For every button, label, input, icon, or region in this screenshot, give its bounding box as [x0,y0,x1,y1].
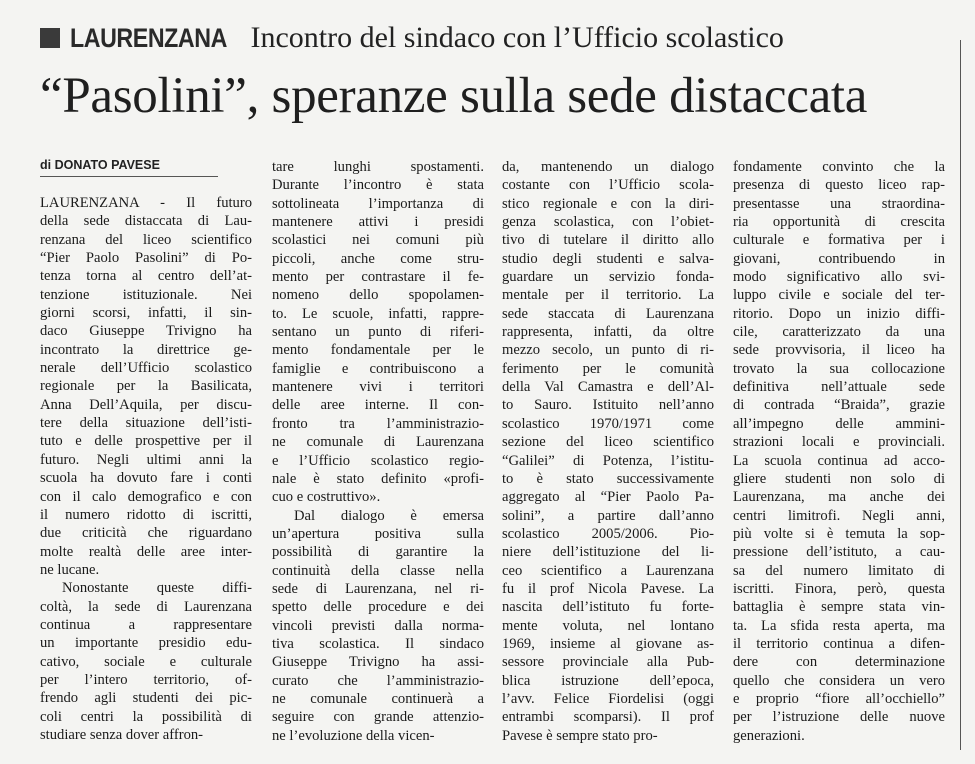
article-line: Dal dialogo è emersa [294,507,485,524]
article-line: l’avv. Felice Fiordelisi (oggi [502,690,714,707]
article-column-2 [272,158,484,745]
article-line: sezione del liceo scientifico [502,434,714,451]
article-line: strazioni locali e provinciali. [733,434,945,451]
article-line: studio degli studenti e salva- [502,250,714,267]
article-line: centri limitrofi. Negli anni, [733,507,945,524]
article-line: fu il prof Nicola Pavese. La [502,580,714,597]
article-line: cativo, sociale e culturale [40,653,252,670]
article-line: battaglia è sempre stata vin- [733,599,945,616]
article-line: incontrato la direttrice ge- [40,341,253,358]
article-line: sa del numero limitato di [733,562,945,579]
article-line: molte realtà delle aree inter- [40,543,252,560]
article-line: definitiva nell’attuale sede [733,379,945,396]
article-line: per l’istruzione delle nuove [733,709,945,726]
article-line: con il calo demografico e con [40,488,252,505]
article-line: scolastici nei comuni più [272,232,484,249]
article-line: studiare senza dover affron- [40,726,204,743]
article-line: piccoli, anche come stru- [272,250,484,267]
article-line: giovani, contribuendo in [733,250,945,267]
article-line: Anna Dell’Aquila, per discu- [40,396,252,413]
article-line: seguire con grande attenzio- [272,709,484,726]
article-line: LAURENZANA - Il futuro [40,195,253,211]
article-line: genza scolastica, con l’obiet- [502,214,715,231]
article-line: generazioni. [733,727,805,744]
article-line: e l’Ufficio scolastico regio- [272,452,484,469]
article-line: ne comunale di Laurenzana [272,434,485,451]
column-rule [960,40,961,750]
article-line: tare lunghi spostamenti. [272,159,484,175]
article-line: mento fondamentale per le [272,342,484,359]
article-line: frendo agli studenti dei pic- [40,690,253,707]
article-line: presenza di questo liceo rap- [733,177,945,194]
article-line: ceo scientifico a Laurenzana [502,562,714,579]
article-line: possibilità di garantire la [272,544,485,561]
article-column-3 [502,158,714,745]
article-line: vincoli previsti dalla norma- [272,617,484,634]
article-line: continuità della classe nella [272,562,484,579]
article-line: pressione dell’istituto, a cau- [733,544,946,561]
article-line: iscritti. Finora, però, questa [733,580,946,597]
article-line: ritorio. Dopo un inizio diffi- [733,305,945,322]
article-line: il territorio continua a difen- [733,635,945,652]
section-header [40,18,784,58]
section-square-icon [40,28,60,48]
article-line: to. Le scuole, infatti, rappre- [272,305,484,322]
article-line: Durante l’incontro è stata [272,177,484,194]
article-line: sede di Laurenzana, nel ri- [272,580,484,597]
article-line: culturale e formativa per i [733,232,945,249]
article-line: un’apertura positiva sulla [272,525,485,542]
article-line: scolastico 1970/1971 come [502,415,714,432]
article-line: nascita dell’istituto fu forte- [502,599,714,616]
article-line: to è stato successivamente [502,470,715,487]
article-line: cuo e costruttivo». [272,489,381,506]
article-line: aggregato al “Pier Paolo Pa- [502,489,714,506]
article-line: delle aree interne. Il con- [272,397,484,414]
article-line: renzana del liceo scientifico [40,231,252,248]
article-line: ferimento per le comunità [502,360,714,377]
article-line: mento per contrastare il fe- [272,269,484,286]
article-line: mente voluta, nel lontano [502,617,714,634]
article-line: blica istruzione dell’epoca, [502,672,715,689]
article-line: sede provvisoria, il liceo ha [733,342,946,359]
article-line: modo significativo allo svi- [733,269,946,286]
article-headline: “Pasolini”, speranze sulla sede distaccata [40,68,868,124]
article-line: Nonostante queste diffi- [62,580,252,597]
article-line: all’impegno delle ammini- [733,415,946,432]
article-line: regionale per la Basilicata, [40,378,252,395]
article-line: nomeno dello spopolamen- [272,287,484,304]
article-line: tenzione istituzionale. Nei [40,286,252,303]
article-line: cile, caratterizzato da una [733,324,945,341]
article-line: per l’intero territorio, of- [40,671,252,688]
article-line: trovato la sua collocazione [733,360,945,377]
article-line: dere con determinazione [733,654,945,671]
article-column-1 [40,194,252,744]
article-line: mentale per il territorio. La [502,287,714,304]
byline-block [40,156,218,177]
article-line: tere della situazione dell’isti- [40,415,252,432]
article-line: fronto tra l’amministrazio- [272,415,484,432]
article-line: presentasse una straordina- [733,195,945,212]
article-line: della Val Camastra e dell’Al- [502,379,715,396]
article-line: giorni scorsi, infatti, il sin- [40,305,253,322]
article-line: due criticità che riguardano [40,525,253,542]
article-line: curato che l’amministrazio- [272,672,484,689]
article-line: gliere studenti non solo di [733,470,945,487]
article-line: “Galilei” di Potenza, l’istitu- [502,452,714,469]
article-line: fondamente convinto che la [733,159,945,175]
article-line: nerale dell’Ufficio scolastico [40,360,252,377]
article-line: tiva scolastica. Il sindaco [272,635,485,652]
article-line: Pavese è sempre stato pro- [502,727,658,744]
article-line: da, mantenendo un dialogo [502,159,714,175]
article-line: il numero ridotto di iscritti, [40,506,253,523]
article-line: costante con l’Ufficio scola- [502,177,714,194]
article-line: “Pier Paolo Pasolini” di Po- [40,250,252,267]
article-column-4 [733,158,945,745]
article-line: luppo civile e sociale del ter- [733,287,945,304]
article-line: futuro. Negli ultimi anni la [40,451,253,468]
article-line: famiglie e contribuiscono a [272,360,485,377]
article-line: rappresenta, infatti, da oltre [502,324,714,341]
article-line: della sede distaccata di Lau- [40,213,252,230]
article-line: spetto delle procedure e dei [272,599,484,616]
article-line: tenza torna al centro dell’at- [40,268,253,285]
article-line: ne l’evoluzione della vicen- [272,727,435,744]
article-line: La scuola continua ad acco- [733,452,946,469]
article-line: ria opportunità di crescita [733,214,945,231]
article-line: ta. La sfida resta aperta, ma [733,617,946,634]
article-line: ne comunale continuerà a [272,690,485,707]
article-line: mantenere vivi i territori [272,379,484,396]
article-line: niere dell’istituzione del li- [502,544,715,561]
section-name: LAURENZANA [70,22,227,53]
byline: di DONATO PAVESE [40,158,160,172]
article-line: scuola ha dovuto fare i conti [40,470,252,487]
article-line: nale è stato definito «profi- [272,470,485,487]
article-line: mezzo secolo, un punto di ri- [502,342,715,359]
article-line: Giuseppe Trivigno ha assi- [272,654,484,671]
article-line: entrambi scomparsi). Il prof [502,709,714,726]
article-line: sede staccata di Laurenzana [502,305,714,322]
article-line: coltà, la sede di Laurenzana [40,598,252,615]
article-line: guardare un servizio fonda- [502,269,714,286]
article-line: sottolineata l’importanza di [272,195,485,212]
article-line: un importante presidio edu- [40,635,252,652]
article-line: Laurenzana, ma anche dei [733,489,945,506]
section-subtitle: Incontro del sindaco con l’Ufficio scolastico [250,21,784,54]
article-line: continua a rappresentare [40,616,252,633]
article-line: solini”, a partire dall’anno [502,507,714,524]
article-line: tuto e delle prospettive per il [40,433,253,450]
article-line: daco Giuseppe Trivigno ha [40,323,252,340]
article-line: stico regionale e con la diri- [502,195,715,212]
article-line: sessore provinciale alla Pub- [502,654,715,671]
article-line: scolastico 2005/2006. Pio- [502,525,714,542]
article-line: mantenere attivi i presidi [272,214,484,231]
article-line: tivo di tutelare il diritto allo [502,232,715,249]
article-line: sentano un punto di riferi- [272,324,484,341]
article-line: to Sauro. Istituito nell’anno [502,397,714,414]
article-line: ne lucane. [40,561,100,578]
article-line: quello che considera un vero [733,672,946,689]
article-line: più volte si è temuta la sop- [733,525,946,542]
article-line: e proprio “fiore all’occhiello” [733,690,945,707]
article-line: coli centri la possibilità di [40,708,252,725]
article-line: di contrada “Braida”, grazie [733,397,945,414]
article-line: 1969, insieme al giovane as- [502,635,715,652]
